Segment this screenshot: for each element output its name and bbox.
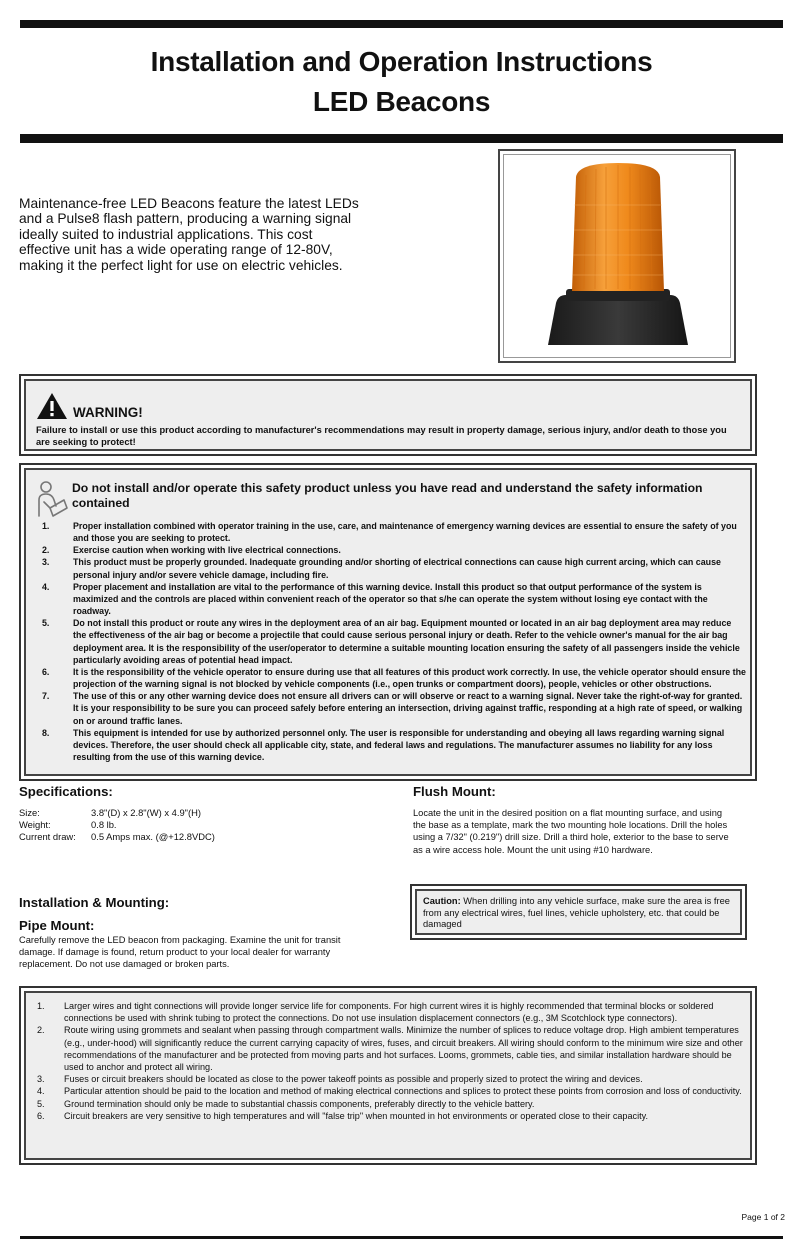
list-item: 4. Particular attention should be paid to the location and method of making electrical connections and splices to protect these points from corrosion and loss of conductivity.	[37, 1086, 742, 1097]
list-item: 5. Ground termination should only be made to substantial chassis components, preferably directly to the vehicle battery.	[37, 1098, 535, 1109]
list-item: 3. Fuses or circuit breakers should be located as close to the power takeoff points as possible and properly sized to protect the wiring and devices.	[37, 1074, 643, 1085]
wiring-tips-list	[37, 1000, 744, 1122]
list-item: 8. This equipment is intended for use by authorized personnel only. The user is responsible for understanding and obeying all laws regarding warning signal devices. Therefore, the user should check all applicable city, state, and federal laws and regulations. The manufacturer assumes no liability for any loss resulting from the use of this warning device.	[42, 727, 725, 762]
list-item: 2. Exercise caution when working with live electrical connections.	[42, 545, 341, 556]
page-title: Installation and Operation Instructions	[150, 46, 653, 77]
warning-title: WARNING!	[73, 405, 143, 420]
product-photo-frame	[498, 149, 736, 363]
installation-heading: Installation & Mounting:	[19, 895, 170, 910]
spec-row-weight: Weight: 0.8 lb.	[19, 818, 117, 830]
spec-row-current: Current draw: 0.5 Amps max. (@+12.8VDC)	[19, 830, 215, 842]
list-item: 3. This product must be properly grounded. Inadequate grounding and/or shorting of electrical connections can cause high current arcing, which can cause personal injury and/or severe vehicle damage, including fire.	[42, 557, 721, 580]
list-item: 1. Larger wires and tight connections will provide longer service life for components. For high current wires it is highly recommended that terminal blocks or soldered connections be used with shrink tubing to protect the connections. Do not use insulation displacement connectors (e.g., 3M Scotchlock type connectors).	[37, 1001, 714, 1024]
flush-mount-heading: Flush Mount:	[413, 784, 496, 799]
safety-list	[42, 520, 746, 763]
list-item: 5. Do not install this product or route any wires in the deployment area of an air bag. Equipment mounted or located in an air bag deployment area may reduce the effectiveness of the air bag or become a projectile that could cause serious personal injury or death. Refer to the vehicle owner's manual for the air bag deployment area. It is the responsibility of the user/operator to determine a suitable mounting location ensuring the safety of all passengers inside the vehicle particularly avoiding areas of potential head impact.	[42, 618, 740, 665]
pipe-mount-text: Carefully remove the LED beacon from packaging. Examine the unit for transit damage. If damage is found, return product to your local dealer for warranty replacement. Do not use damaged or broken parts.	[19, 935, 341, 970]
specifications-table	[19, 807, 215, 842]
read-manual-icon	[34, 478, 68, 518]
led-beacon-image	[504, 155, 732, 359]
list-item: 6. Circuit breakers are very sensitive to high temperatures and will "false trip" when mounted in hot environments or operated close to their capacity.	[37, 1110, 649, 1121]
warning-triangle-icon	[36, 392, 68, 420]
spec-row-size: Size: 3.8"(D) x 2.8"(W) x 4.9"(H)	[19, 807, 201, 818]
safety-heading: Do not install and/or operate this safety product unless you have read and understand the safety information contained	[72, 481, 703, 510]
list-item: 2. Route wiring using grommets and sealant when passing through compartment walls. Minimize the number of splices to reduce voltage drop. High ambient temperatures (e.g., under-hood) will significantly reduce the current carrying capacity of wires, fuses, and circuit breakers. All wiring should conform to the minimum wire size and other recommendations of the manufacturer and be protected from moving parts and hot surfaces. Looms, grommets, cable ties, and similar installation hardware should be used to anchor and protect all wiring.	[37, 1025, 743, 1073]
intro-paragraph: Maintenance-free LED Beacons feature the latest LEDs and a Pulse8 flash pattern, producing a warning signal ideally suited to industrial applications. This cost effective unit has a wide operating range of 12-80V, making it the perfect light for use on electric vehicles.	[19, 196, 359, 273]
list-item: 4. Proper placement and installation are vital to the performance of this warning device. Install this product so that output performance of the system is maximized and the controls are placed within convenient reach of the operator so that s/he can operate the system without losing eye contact with the roadway.	[42, 581, 708, 617]
wiring-tips-box	[19, 986, 757, 1165]
safety-box	[19, 463, 757, 781]
list-item: 1. Proper installation combined with operator training in the use, care, and maintenance of emergency warning devices are essential to ensure the safety of you and those you are seeking to protect.	[42, 521, 737, 544]
pipe-mount-heading: Pipe Mount:	[19, 918, 95, 933]
caution-label: Caution:	[423, 896, 461, 906]
top-rule	[20, 20, 783, 28]
specifications-heading: Specifications:	[19, 784, 113, 799]
warning-box	[19, 374, 757, 456]
page-subtitle: LED Beacons	[312, 86, 491, 117]
warning-text: Failure to install or use this product according to manufacturer's recommendations may result in property damage, serious injury, and/or death to those you are seeking to protect!	[36, 425, 727, 448]
header-rule	[20, 134, 783, 143]
caution-box	[410, 884, 747, 940]
list-item: 6. It is the responsibility of the vehicle operator to ensure during use that all features of this product work correctly. In use, the vehicle operator should ensure the projection of the warning signal is not blocked by vehicle components (i.e., open trunks or compartment doors), people, vehicles or other obstructions.	[42, 666, 746, 690]
caution-text: When drilling into any vehicle surface, make sure the area is free from any electrical wires, fuel lines, vehicle upholstery, etc. that could be damaged	[423, 896, 730, 930]
flush-mount-text: Locate the unit in the desired position on a flat mounting surface, and using the base as a template, mark the two mounting hole locations. Drill the holes using a 7/32" (0.219") drill size. Drill a third hole, exterior to the base to serve as a wire access hole. Mount the unit using #10 hardware.	[413, 808, 729, 855]
product-photo	[503, 154, 731, 358]
page-number: Page 1 of 2	[741, 1212, 785, 1222]
list-item: 7. The use of this or any other warning device does not ensure all drivers can or will observe or react to a warning signal. Never take the right-of-way for granted. It is your responsibility to be sure you can proceed safely before entering an intersection, driving against traffic, responding at a high rate of speed, or walking on or around traffic lanes.	[42, 691, 743, 726]
